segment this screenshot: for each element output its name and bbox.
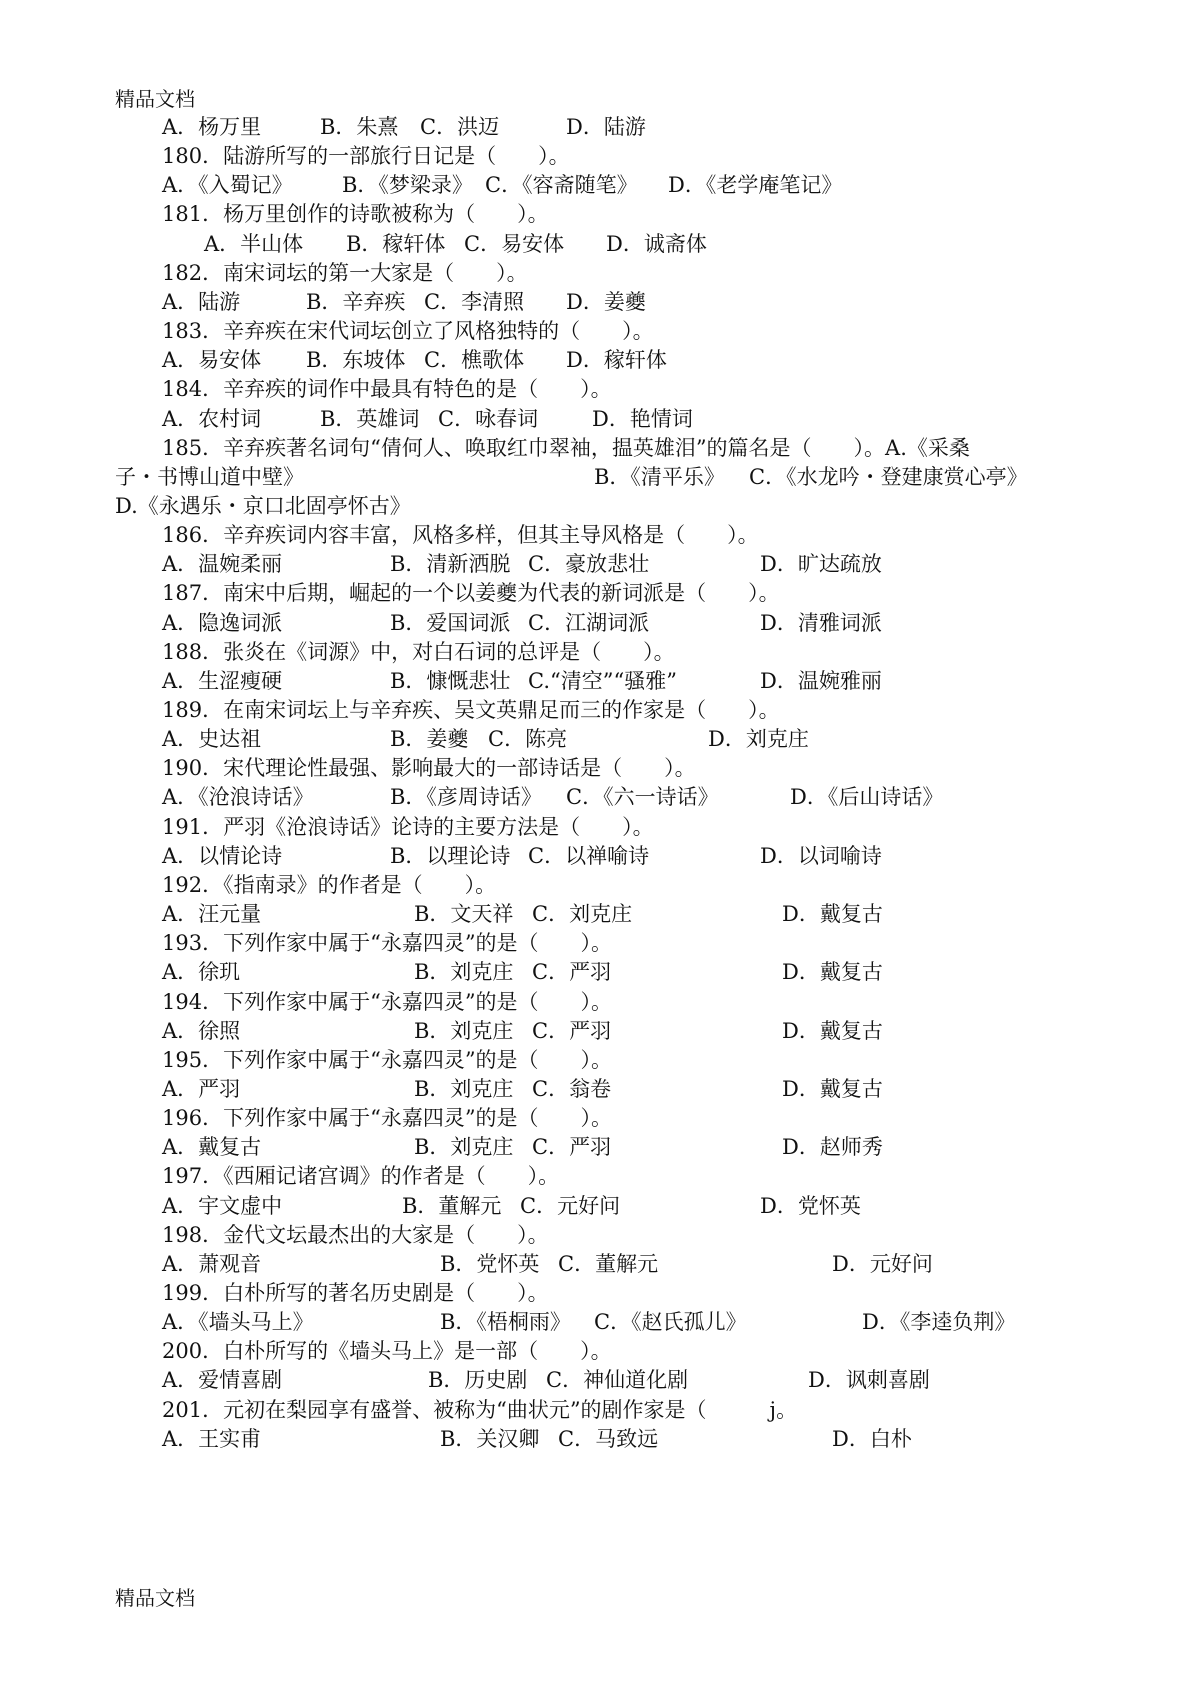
option-text: C．翁卷	[532, 1076, 612, 1101]
option-text: D．以词喻诗	[760, 843, 882, 868]
option-text: B．辛弃疾	[306, 289, 406, 314]
option-text: A．杨万里	[162, 115, 262, 139]
option-text: C．严羽	[532, 1135, 612, 1160]
option-text: D.《永遇乐・京口北固亭怀古》	[115, 493, 411, 518]
option-text: C．李清照	[424, 289, 525, 314]
option-text: A．隐逸词派	[162, 610, 283, 635]
option-text: D．旷达疏放	[760, 552, 882, 577]
option-text: B．刘克庄	[414, 1018, 514, 1043]
option-text: C．马致远	[558, 1426, 659, 1451]
option-text: A．戴复古	[162, 1135, 262, 1160]
option-text: B．稼轩体	[346, 231, 446, 256]
question-text: 194．下列作家中属于“永嘉四灵”的是（ ）。	[162, 989, 613, 1014]
question-text: 182．南宋词坛的第一大家是（ ）。	[162, 260, 528, 285]
option-text: A．生涩瘦硬	[162, 668, 283, 693]
option-text: C．元好问	[520, 1193, 621, 1218]
question-text: 185．辛弃疾著名词句“倩何人、唤取红巾翠袖，揾英雄泪”的篇名是（ ）。A.《采桑	[162, 435, 970, 460]
option-text: C．江湖词派	[528, 610, 650, 635]
option-text: D．元好问	[832, 1251, 933, 1276]
option-text: B．董解元	[402, 1193, 502, 1218]
option-text: A．史达祖	[162, 727, 262, 752]
option-text: B．关汉卿	[440, 1426, 540, 1451]
option-text: A．半山体	[204, 231, 304, 256]
option-text: A．汪元量	[162, 902, 262, 927]
option-text: A．《入蜀记》	[162, 173, 293, 198]
option-text: A．徐照	[162, 1018, 241, 1043]
option-text: D．温婉雅丽	[760, 668, 882, 693]
option-text: A．易安体	[162, 348, 262, 373]
question-text: 183．辛弃疾在宋代词坛创立了风格独特的（ ）。	[162, 319, 654, 344]
page-header: 精品文档	[115, 87, 195, 111]
option-text: B．英雄词	[320, 406, 420, 431]
option-text: A．王实甫	[162, 1426, 262, 1451]
option-text: D．戴复古	[782, 1076, 883, 1101]
option-text: D．陆游	[566, 115, 646, 139]
option-text: A．萧观音	[162, 1251, 262, 1276]
option-text: B．慷慨悲壮	[390, 668, 511, 693]
question-text: 195．下列作家中属于“永嘉四灵”的是（ ）。	[162, 1047, 613, 1072]
question-text: 198．金代文坛最杰出的大家是（ ）。	[162, 1222, 549, 1247]
question-text: 184．辛弃疾的词作中最具有特色的是（ ）。	[162, 377, 612, 402]
question-text: 201．元初在梨园享有盛誉、被称为“曲状元”的剧作家是（ j。	[162, 1397, 798, 1422]
option-text: B．《彦周诗话》	[390, 785, 542, 810]
question-text: 196．下列作家中属于“永嘉四灵”的是（ ）。	[162, 1106, 613, 1131]
option-text: C．咏春词	[438, 406, 539, 431]
option-text: B．文天祥	[414, 902, 514, 927]
option-text: C．易安体	[464, 231, 565, 256]
option-text: A．爱情喜剧	[162, 1368, 283, 1393]
option-text: D．戴复古	[782, 902, 883, 927]
option-text: B．东坡体	[306, 348, 406, 373]
option-text: D．稼轩体	[566, 348, 667, 373]
option-text: C．洪迈	[420, 115, 500, 139]
option-text: D．赵师秀	[782, 1135, 883, 1160]
option-text: A．陆游	[162, 289, 241, 314]
option-text: C.“清空”“骚雅”	[528, 668, 677, 693]
option-text: B．刘克庄	[414, 960, 514, 985]
question-text: 186．辛弃疾词内容丰富，风格多样，但其主导风格是（ ）。	[162, 523, 759, 548]
option-text: C．《容斋随笔》	[485, 173, 638, 198]
option-text: A．宇文虚中	[162, 1193, 283, 1218]
option-text: C．董解元	[558, 1251, 659, 1276]
option-text: B．姜夔	[390, 727, 469, 752]
option-text: D．艳情词	[592, 406, 693, 431]
option-text: B．爱国词派	[390, 610, 511, 635]
option-text: B．刘克庄	[414, 1076, 514, 1101]
option-text: C．《赵氏孤儿》	[594, 1310, 747, 1335]
question-text: 189．在南宋词坛上与辛弃疾、吴文英鼎足而三的作家是（ ）。	[162, 698, 780, 722]
option-text: A．《沧浪诗话》	[162, 785, 314, 810]
question-text: 200．白朴所写的《墙头马上》是一部（ ）。	[162, 1339, 612, 1364]
option-text: A．《墙头马上》	[162, 1310, 314, 1335]
question-text: 181．杨万里创作的诗歌被称为（ ）。	[162, 202, 549, 227]
option-text: D．白朴	[832, 1426, 912, 1451]
option-text: A．徐玑	[162, 960, 241, 985]
option-text: D．戴复古	[782, 1018, 883, 1043]
option-text: D．《后山诗话》	[790, 785, 944, 810]
option-text: A．温婉柔丽	[162, 552, 283, 577]
option-text: B．党怀英	[440, 1251, 540, 1276]
option-text: D．党怀英	[760, 1193, 861, 1218]
option-text: D．《老学庵笔记》	[668, 173, 843, 198]
question-text: 187．南宋中后期，崛起的一个以姜夔为代表的新词派是（ ）。	[162, 581, 780, 606]
option-text: A．以情论诗	[162, 843, 283, 868]
option-text: B．《清平乐》	[594, 464, 725, 489]
option-text: B．《梦梁录》	[342, 173, 473, 198]
question-text: 190．宋代理论性最强、影响最大的一部诗话是（ ）。	[162, 756, 696, 781]
option-text: D．诚斋体	[606, 231, 707, 256]
question-text: 199．白朴所写的著名历史剧是（ ）。	[162, 1281, 549, 1305]
option-text: C．严羽	[532, 1018, 612, 1043]
question-text: 180．陆游所写的一部旅行日记是（ ）。	[162, 144, 570, 169]
option-text: C．严羽	[532, 960, 612, 985]
option-text: B．《梧桐雨》	[440, 1310, 571, 1335]
question-text: 191．严羽《沧浪诗话》论诗的主要方法是（ ）。	[162, 814, 654, 839]
option-text: D．讽刺喜剧	[808, 1368, 930, 1393]
option-text: C．以禅喻诗	[528, 843, 650, 868]
option-text: 子・书博山道中壁》	[115, 464, 304, 489]
option-text: C．陈亮	[488, 727, 568, 752]
option-text: D．姜夔	[566, 289, 646, 314]
page-footer: 精品文档	[115, 1586, 195, 1610]
option-text: B．历史剧	[428, 1368, 528, 1393]
option-text: C．豪放悲壮	[528, 552, 650, 577]
option-text: C．《六一诗话》	[566, 785, 719, 810]
option-text: B．刘克庄	[414, 1135, 514, 1160]
option-text: A．严羽	[162, 1076, 241, 1101]
option-text: C．神仙道化剧	[546, 1368, 689, 1393]
question-text: 188．张炎在《词源》中，对白石词的总评是（ ）。	[162, 639, 675, 664]
option-text: C．刘克庄	[532, 902, 633, 927]
option-text: C．樵歌体	[424, 348, 525, 373]
option-text: D．戴复古	[782, 960, 883, 985]
option-text: A．农村词	[162, 406, 262, 431]
question-text: 192．《指南录》的作者是（ ）。	[162, 872, 497, 897]
option-text: B．清新洒脱	[390, 552, 511, 577]
option-text: B．朱熹	[320, 115, 399, 139]
option-text: D．刘克庄	[708, 727, 809, 752]
question-text: 197．《西厢记诸宫调》的作者是（ ）。	[162, 1164, 560, 1189]
question-text: 193．下列作家中属于“永嘉四灵”的是（ ）。	[162, 931, 613, 956]
option-text: D．《李逵负荆》	[862, 1310, 1016, 1335]
option-text: D．清雅词派	[760, 610, 882, 635]
option-text: B．以理论诗	[390, 843, 511, 868]
option-text: C．《水龙吟・登建康赏心亭》	[749, 464, 1028, 489]
